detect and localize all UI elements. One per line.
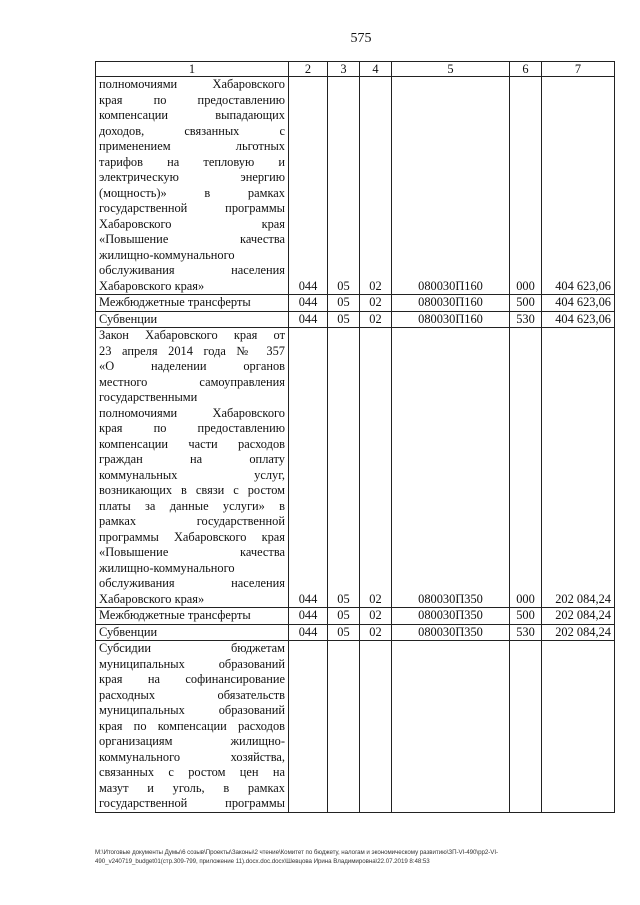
row-name-line: мазут и уголь, в рамках (99, 780, 285, 795)
footer-path-line: M:\Итоговые документы Думы\6 созыв\Проекты\Законы\2 чтение\Комитет по бюджету, налогам и экономическому развитию\ЗП-VI-490\pp2-VI- (95, 849, 499, 856)
column-header: 2 (289, 62, 328, 77)
row-name-line: государственной программы (99, 201, 285, 215)
row-cell-code-4: 02 (360, 311, 392, 328)
row-cell-code-2: 044 (289, 295, 328, 312)
row-cell-amount: 404 623,06 (542, 295, 615, 312)
row-name-line: применением льготных (99, 139, 285, 153)
row-name-line: «О наделении органов (99, 359, 285, 373)
row-cell-amount: 404 623,06 (542, 311, 615, 328)
budget-table (95, 61, 615, 813)
row-cell-code-6: 500 (510, 608, 542, 625)
footer-path-line: 490_v240719_budget01(стр.309-799, приложение 11).docx.doc.docx\Шевцова Ирина Владимировна\22.07.2019 8:48:53 (95, 857, 430, 865)
row-name-line: обслуживания населения (99, 263, 285, 277)
row-cell-code-6: 500 (510, 295, 542, 312)
row-cell-code-2: 044 (289, 311, 328, 328)
row-cell-amount: 202 084,24 (542, 328, 615, 608)
column-header: 4 (360, 62, 392, 77)
row-cell-code-4: 02 (360, 328, 392, 608)
row-cell-code-5 (392, 641, 510, 813)
row-name-line: государственными (99, 390, 198, 404)
row-name-line: электрическую энергию (99, 170, 285, 184)
row-name-line: Субсидии бюджетам (99, 641, 285, 655)
row-name-line: возникающих в связи с ростом (99, 483, 285, 497)
row-name-line: коммунального хозяйства, (99, 749, 285, 764)
row-name-cell: Межбюджетные трансферты (96, 608, 289, 625)
row-name-line: края на софинансирование (99, 672, 285, 686)
row-cell-code-4 (360, 641, 392, 813)
row-cell-code-5: 080030П350 (392, 624, 510, 641)
row-cell-code-3: 05 (328, 311, 360, 328)
table-row (96, 641, 615, 813)
row-name-line: края по компенсации расходов (99, 718, 285, 733)
row-cell-code-6: 530 (510, 311, 542, 328)
table-row (96, 77, 615, 295)
row-name-cell (96, 641, 289, 813)
row-name-line: программы Хабаровского края (99, 529, 285, 544)
row-cell-amount: 202 084,24 (542, 608, 615, 625)
row-cell-code-4: 02 (360, 608, 392, 625)
row-name-line: коммунальных услуг, (99, 467, 285, 482)
row-cell-code-2: 044 (289, 328, 328, 608)
row-name-cell (96, 77, 289, 295)
row-name-line: компенсации выпадающих (99, 108, 285, 122)
row-name-line: муниципальных образований (99, 656, 285, 671)
row-name-cell (96, 328, 289, 608)
column-header: 5 (392, 62, 510, 77)
row-name-line: обслуживания населения (99, 576, 285, 590)
column-header: 7 (542, 62, 615, 77)
row-name-line: жилищно-коммунального (99, 560, 235, 575)
table-row (96, 608, 615, 625)
row-name-line: граждан на оплату (99, 452, 285, 466)
row-cell-code-5: 080030П350 (392, 608, 510, 625)
row-cell-code-3: 05 (328, 624, 360, 641)
row-cell-code-5: 080030П160 (392, 77, 510, 295)
row-name-line: доходов, связанных с (99, 123, 285, 138)
row-name-line: Хабаровского края» (99, 591, 205, 606)
row-cell-code-3: 05 (328, 295, 360, 312)
row-name-line: муниципальных образований (99, 703, 285, 717)
table-row (96, 328, 615, 608)
row-cell-code-6 (510, 641, 542, 813)
table-row (96, 624, 615, 641)
row-cell-code-3: 05 (328, 77, 360, 295)
table-row (96, 311, 615, 328)
row-name-line: края по предоставлению (99, 92, 285, 107)
row-name-line: Хабаровского края» (99, 278, 205, 293)
row-cell-code-3: 05 (328, 328, 360, 608)
row-name-line: организациям жилищно- (99, 734, 285, 748)
row-cell-code-3 (328, 641, 360, 813)
row-cell-code-2: 044 (289, 77, 328, 295)
row-cell-code-6: 530 (510, 624, 542, 641)
row-cell-code-5: 080030П160 (392, 311, 510, 328)
row-name-cell: Субвенции (96, 311, 289, 328)
column-header: 1 (96, 62, 289, 77)
row-name-line: расходных обязательств (99, 687, 285, 702)
row-name-line: связанных с ростом цен на (99, 765, 285, 779)
row-cell-code-2 (289, 641, 328, 813)
row-name-line: 23 апреля 2014 года № 357 (99, 343, 285, 358)
row-cell-code-4: 02 (360, 77, 392, 295)
row-name-cell: Субвенции (96, 624, 289, 641)
row-cell-code-3: 05 (328, 608, 360, 625)
row-name-line: (мощность)» в рамках (99, 185, 285, 200)
column-header: 6 (510, 62, 542, 77)
row-cell-code-5: 080030П160 (392, 295, 510, 312)
row-name-line: «Повышение качества (99, 232, 285, 246)
row-name-line: государственной программы (99, 796, 285, 810)
row-name-line: местного самоуправления (99, 374, 285, 389)
row-cell-code-6: 000 (510, 77, 542, 295)
row-cell-amount: 404 623,06 (542, 77, 615, 295)
row-cell-code-5: 080030П350 (392, 328, 510, 608)
row-name-line: рамках государственной (99, 514, 285, 528)
row-cell-code-4: 02 (360, 624, 392, 641)
row-name-line: Закон Хабаровского края от (99, 328, 285, 342)
row-name-line: полномочиями Хабаровского (99, 405, 285, 420)
row-name-line: Хабаровского края (99, 216, 285, 231)
table-header-row (96, 62, 615, 77)
row-cell-code-4: 02 (360, 295, 392, 312)
row-cell-code-6: 000 (510, 328, 542, 608)
row-cell-amount: 202 084,24 (542, 624, 615, 641)
row-name-line: тарифов на тепловую и (99, 154, 285, 169)
row-cell-amount (542, 641, 615, 813)
row-name-line: компенсации части расходов (99, 436, 285, 451)
page-number: 575 (350, 31, 372, 46)
row-cell-code-2: 044 (289, 624, 328, 641)
row-name-line: «Повышение качества (99, 545, 285, 559)
row-name-line: жилищно-коммунального (99, 247, 235, 262)
row-name-cell: Межбюджетные трансферты (96, 295, 289, 312)
row-name-line: полномочиями Хабаровского (99, 77, 285, 91)
document-footer (95, 849, 614, 866)
table-body (96, 77, 615, 813)
row-name-line: края по предоставлению (99, 421, 285, 435)
table-row (96, 295, 615, 312)
row-name-line: платы за данные услуги» в (99, 498, 285, 513)
column-header: 3 (328, 62, 360, 77)
row-cell-code-2: 044 (289, 608, 328, 625)
